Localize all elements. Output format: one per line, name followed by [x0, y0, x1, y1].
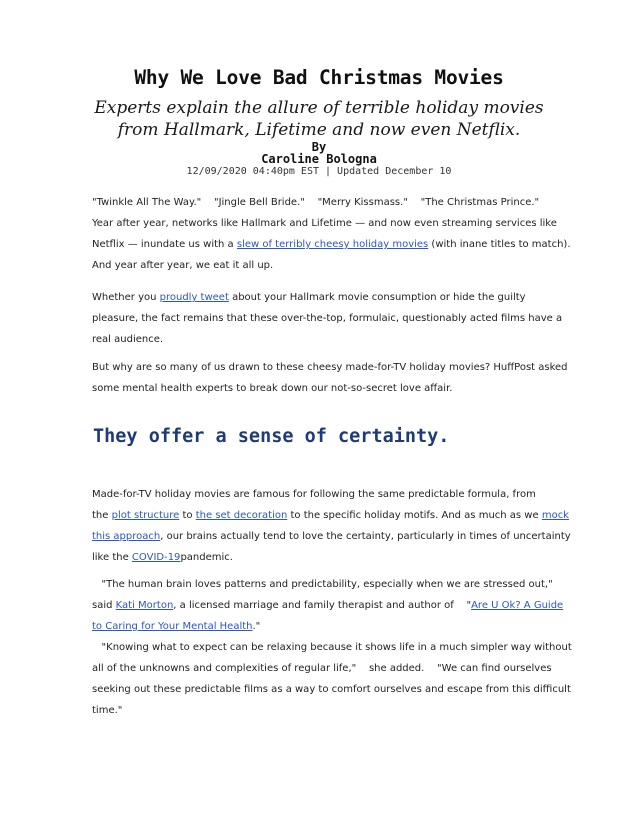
link-kati-morton[interactable]: Kati Morton [115, 600, 174, 611]
paragraph-line: Made-for-TV holiday movies are famous for following the same predictable formula, from [92, 489, 536, 500]
link-mock-this-approach[interactable]: this approach [92, 531, 161, 542]
paragraph-line: real audience. [92, 334, 164, 345]
section-heading: They offer a sense of certainty. [93, 426, 450, 447]
text-run: like the [92, 552, 132, 563]
paragraph-line: And year after year, we eat it all up. [92, 260, 274, 271]
article-title: Why We Love Bad Christmas Movies [134, 66, 504, 89]
paragraph-line: pleasure, the fact remains that these over-the-top, formulaic, questionably acted films have a [92, 313, 563, 324]
text-run: to [179, 510, 196, 521]
link-cheesy-holiday-movies[interactable]: slew of terribly cheesy holiday movies [236, 239, 429, 250]
text-run: about your Hallmark movie consumption or hide the guilty [228, 292, 526, 303]
paragraph-line [92, 547, 548, 568]
text-run: , a licensed marriage and family therapist and author of " [173, 600, 472, 611]
link-covid-19[interactable]: COVID-19 [131, 552, 181, 563]
paragraph-line: "Twinkle All The Way." "Jingle Bell Bride." "Merry Kissmass." "The Christmas Prince." [92, 197, 540, 208]
paragraph-line: seeking out these predictable films as a way to comfort ourselves and escape from this difficult [92, 684, 571, 695]
byline-label: By [311, 140, 327, 154]
link-set-decoration[interactable]: the set decoration [195, 510, 288, 521]
paragraph-line [92, 234, 571, 255]
paragraph-line: "Knowing what to expect can be relaxing because it shows life in a much simpler way without [92, 642, 572, 653]
paragraph-line: some mental health experts to break down our not-so-secret love affair. [92, 383, 453, 394]
paragraph-line: time." [92, 705, 123, 716]
text-run: ." [252, 621, 261, 632]
paragraph-line [92, 595, 564, 616]
text-run: Whether you [92, 292, 160, 303]
text-run: , our brains actually tend to love the certainty, particularly in times of uncertainty [160, 531, 571, 542]
paragraph-line [92, 287, 548, 308]
text-run: Netflix — inundate us with a [92, 239, 237, 250]
link-book-title[interactable]: to Caring for Your Mental Health [92, 621, 253, 632]
paragraph-guilty-pleasure [92, 287, 563, 350]
paragraph-intro [92, 192, 571, 276]
paragraph-line: But why are so many of us drawn to these cheesy made-for-TV holiday movies? HuffPost asked [92, 362, 568, 373]
article-subtitle: Experts explain the allure of terrible holiday movies from Hallmark, Lifetime and now even Netflix. [94, 98, 544, 140]
paragraph-line: Year after year, networks like Hallmark and Lifetime — and now even streaming services like [92, 218, 557, 229]
link-proudly-tweet[interactable]: proudly tweet [159, 292, 229, 303]
paragraph-line [92, 616, 548, 637]
paragraph-line: all of the unknowns and complexities of regular life," she added. "We can find ourselves [92, 663, 552, 674]
paragraph-predictable-formula [92, 484, 571, 568]
text-run: the [92, 510, 112, 521]
paragraph-line [92, 505, 569, 526]
paragraph-line [92, 526, 571, 547]
article-dateline: 12/09/2020 04:40pm EST | Updated December 10 [186, 166, 452, 177]
link-plot-structure[interactable]: plot structure [111, 510, 180, 521]
author-name: Caroline Bologna [261, 152, 377, 166]
paragraph-line: "The human brain loves patterns and predictability, especially when we are stressed out," [92, 579, 553, 590]
text-run: (with inane titles to match). [428, 239, 571, 250]
paragraph-expert-quote [92, 574, 572, 721]
link-book-title[interactable]: Are U Ok? A Guide [471, 600, 564, 611]
text-run: to the specific holiday motifs. And as much as we [287, 510, 542, 521]
link-mock-this-approach[interactable]: mock [541, 510, 569, 521]
text-run: pandemic. [180, 552, 233, 563]
paragraph-why-drawn [92, 357, 568, 399]
text-run: said [92, 600, 116, 611]
